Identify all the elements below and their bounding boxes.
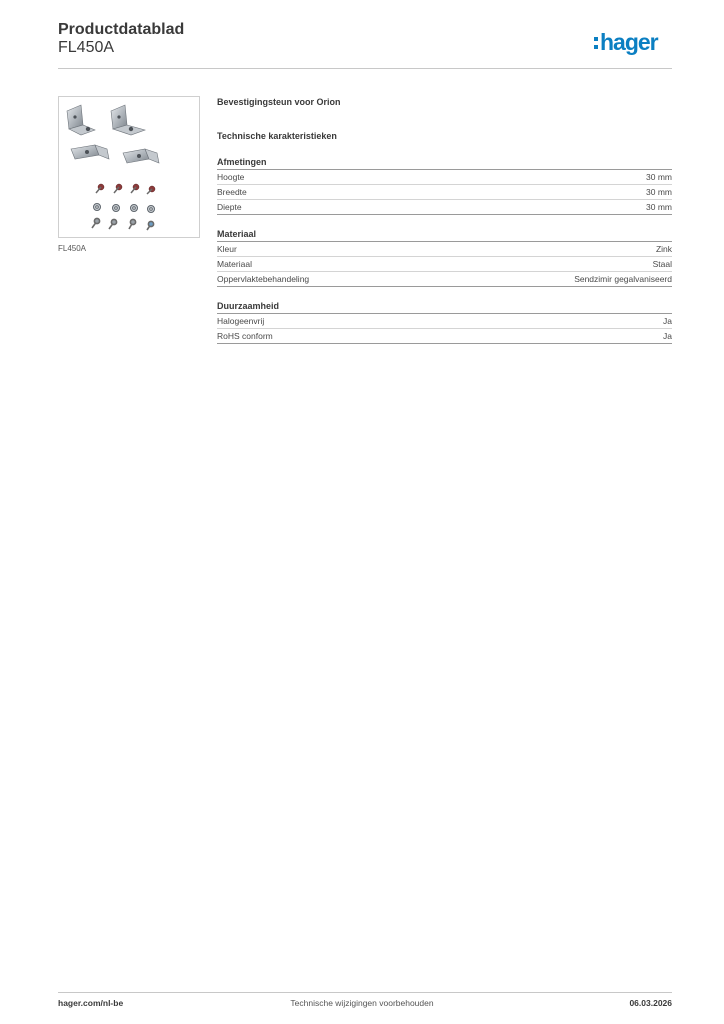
- spec-value: 30 mm: [646, 172, 672, 182]
- spec-row: [217, 272, 672, 287]
- spec-label: Diepte: [217, 202, 242, 212]
- spec-row: [217, 170, 672, 185]
- image-caption: FL450A: [58, 244, 87, 253]
- spec-label: Materiaal: [217, 259, 252, 269]
- product-image: [58, 96, 200, 238]
- product-description: Bevestigingsteun voor Orion: [217, 97, 341, 107]
- spec-row: [217, 185, 672, 200]
- footer-date: 06.03.2026: [629, 998, 672, 1008]
- spec-row: [217, 314, 672, 329]
- footer-divider: [58, 992, 672, 993]
- spec-row: [217, 242, 672, 257]
- header-divider: [58, 68, 672, 69]
- page-title: Productdatablad: [58, 21, 185, 38]
- spec-row: [217, 329, 672, 344]
- spec-value: Staal: [652, 259, 672, 269]
- footer-website-link[interactable]: hager.com/nl-be: [58, 998, 124, 1008]
- spec-row: [217, 257, 672, 272]
- product-code: FL450A: [58, 39, 115, 56]
- section-material: [217, 228, 672, 287]
- footer-notice: Technische wijzigingen voorbehouden: [290, 998, 434, 1008]
- section-title: Materiaal: [217, 228, 672, 242]
- section-sustainability: [217, 300, 672, 344]
- spec-value: 30 mm: [646, 187, 672, 197]
- brackets-screws-icon: [59, 97, 199, 237]
- hager-logo: [594, 28, 674, 56]
- section-title: Afmetingen: [217, 156, 672, 170]
- section-dimensions: [217, 156, 672, 215]
- spec-label: Hoogte: [217, 172, 245, 182]
- spec-value: Sendzimir gegalvaniseerd: [574, 274, 672, 284]
- spec-label: Oppervlaktebehandeling: [217, 274, 310, 284]
- spec-content: [217, 96, 672, 344]
- spec-value: Zink: [655, 244, 672, 254]
- spec-value: Ja: [663, 331, 672, 341]
- spec-value: 30 mm: [646, 202, 672, 212]
- spec-label: Kleur: [217, 244, 237, 254]
- section-title: Duurzaamheid: [217, 300, 672, 314]
- tech-characteristics-title: Technische karakteristieken: [217, 131, 337, 141]
- spec-label: Breedte: [217, 187, 247, 197]
- svg-text:hager: hager: [600, 29, 658, 55]
- spec-row: [217, 200, 672, 215]
- spec-label: Halogeenvrij: [217, 316, 265, 326]
- spec-label: RoHS conform: [217, 331, 273, 341]
- spec-value: Ja: [663, 316, 672, 326]
